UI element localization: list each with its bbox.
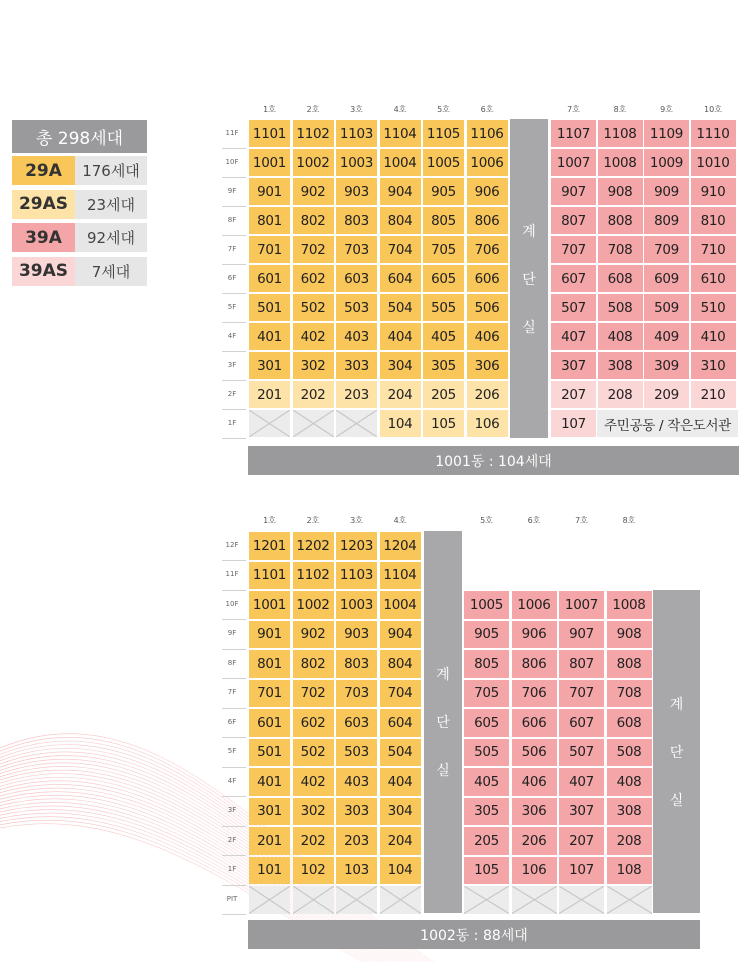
unit-cell: 903 [336, 621, 377, 649]
unit-cell: 210 [691, 381, 736, 408]
floor-label: 4F [227, 776, 237, 785]
unit-cell: 1003 [336, 149, 377, 176]
unit-cell: 502 [293, 294, 334, 321]
unit-column-header: 5호 [437, 105, 450, 114]
unit-cell: 1006 [467, 149, 508, 176]
unit-cell: 403 [336, 323, 377, 350]
unit-cell: 305 [423, 352, 464, 379]
unit-cell: 607 [559, 709, 604, 737]
unit-cell: 404 [380, 768, 421, 796]
unit-cell: 606 [467, 265, 508, 292]
unit-cell: 601 [249, 709, 290, 737]
floor-label: 10F [225, 599, 239, 608]
unit-column-header: 7호 [575, 516, 588, 525]
unit-cell: 209 [644, 381, 689, 408]
floor-divider [222, 914, 246, 915]
unit-cell: 306 [467, 352, 508, 379]
unit-cell: 1101 [249, 120, 290, 147]
floor-label: 9F [227, 629, 237, 638]
unit-cell: 708 [598, 236, 643, 263]
unit-cell: 908 [598, 178, 643, 205]
unit-cell: 1005 [423, 149, 464, 176]
unit-cell: 807 [559, 650, 604, 678]
unit-cell: 1002 [293, 149, 334, 176]
unit-cell: 804 [380, 207, 421, 234]
floor-label: 5F [227, 302, 237, 311]
unit-cell: 901 [249, 178, 290, 205]
unit-column-header: 5호 [480, 516, 493, 525]
legend-total-title: 총 298세대 [12, 120, 147, 153]
unit-cell: 306 [512, 798, 557, 826]
unit-cell: 1101 [249, 562, 290, 590]
unit-cell: 1107 [551, 120, 596, 147]
unit-cell: 804 [380, 650, 421, 678]
unit-cell: 201 [249, 827, 290, 855]
floor-divider [222, 293, 246, 294]
floor-label: 4F [227, 331, 237, 340]
floor-divider [222, 649, 246, 650]
stairwell-char: 단 [522, 271, 536, 288]
unit-cell: 1106 [467, 120, 508, 147]
unit-cell: 1004 [380, 149, 421, 176]
unit-cell: 705 [423, 236, 464, 263]
stairwell-char: 계 [522, 223, 536, 240]
unit-cell: 1007 [551, 149, 596, 176]
floor-divider [222, 767, 246, 768]
unit-cell: 805 [464, 650, 509, 678]
unit-cell: 1104 [380, 562, 421, 590]
unit-cell: 408 [607, 768, 652, 796]
unit-cell: 106 [512, 857, 557, 885]
empty-unit-cell [607, 886, 652, 914]
floor-label: 8F [227, 215, 237, 224]
unit-cell: 1202 [293, 532, 334, 560]
unit-cell: 204 [380, 381, 421, 408]
unit-cell: 902 [293, 178, 334, 205]
unit-column-header: 10호 [704, 105, 722, 114]
unit-cell: 104 [380, 857, 421, 885]
unit-cell: 702 [293, 680, 334, 708]
unit-cell: 801 [249, 207, 290, 234]
unit-column-header: 7호 [567, 105, 580, 114]
unit-cell: 105 [423, 410, 464, 437]
unit-cell: 1006 [512, 591, 557, 619]
floor-divider [222, 619, 246, 620]
floor-divider [222, 380, 246, 381]
unit-cell: 906 [467, 178, 508, 205]
floor-divider [222, 409, 246, 410]
unit-cell: 205 [464, 827, 509, 855]
unit-column-header: 1호 [263, 516, 276, 525]
unit-cell: 906 [512, 621, 557, 649]
unit-cell: 303 [336, 352, 377, 379]
legend-type-key: 29A [12, 156, 75, 185]
unit-cell: 907 [559, 621, 604, 649]
unit-cell: 705 [464, 680, 509, 708]
unit-cell: 308 [607, 798, 652, 826]
floor-label: 7F [227, 244, 237, 253]
legend-item [12, 223, 147, 252]
stairwell-1001 [510, 119, 548, 438]
floor-divider [222, 351, 246, 352]
unit-cell: 910 [691, 178, 736, 205]
unit-cell: 1004 [380, 591, 421, 619]
floor-label: 1F [227, 418, 237, 427]
unit-cell: 302 [293, 352, 334, 379]
unit-cell: 1203 [336, 532, 377, 560]
unit-cell: 408 [598, 323, 643, 350]
empty-unit-cell [559, 886, 604, 914]
unit-cell: 1007 [559, 591, 604, 619]
unit-cell: 304 [380, 352, 421, 379]
unit-cell: 605 [423, 265, 464, 292]
floor-label: 8F [227, 658, 237, 667]
empty-unit-cell [249, 410, 290, 437]
stairwell-1002-right [653, 590, 700, 913]
unit-cell: 706 [512, 680, 557, 708]
unit-cell: 206 [467, 381, 508, 408]
unit-cell: 103 [336, 857, 377, 885]
unit-cell: 305 [464, 798, 509, 826]
floor-divider [222, 885, 246, 886]
unit-cell: 607 [551, 265, 596, 292]
legend-type-key: 39A [12, 223, 75, 252]
unit-cell: 203 [336, 381, 377, 408]
unit-cell: 808 [607, 650, 652, 678]
unit-cell: 206 [512, 827, 557, 855]
floor-divider [222, 438, 246, 439]
unit-cell: 701 [249, 236, 290, 263]
unit-cell: 302 [293, 798, 334, 826]
unit-cell: 409 [644, 323, 689, 350]
unit-cell: 407 [559, 768, 604, 796]
unit-cell: 501 [249, 294, 290, 321]
unit-cell: 709 [644, 236, 689, 263]
unit-cell: 907 [551, 178, 596, 205]
floor-divider [222, 826, 246, 827]
unit-cell: 402 [293, 323, 334, 350]
unit-cell: 301 [249, 798, 290, 826]
unit-cell: 1001 [249, 591, 290, 619]
stairwell-1002-left [424, 531, 462, 913]
floor-divider [222, 235, 246, 236]
unit-cell: 101 [249, 857, 290, 885]
floor-label: 12F [225, 540, 239, 549]
empty-unit-cell [249, 886, 290, 914]
floor-label: 5F [227, 747, 237, 756]
unit-cell: 402 [293, 768, 334, 796]
unit-cell: 108 [607, 857, 652, 885]
stairwell-char: 계 [669, 696, 684, 713]
unit-cell: 506 [512, 739, 557, 767]
unit-cell: 904 [380, 178, 421, 205]
floor-divider [222, 855, 246, 856]
unit-cell: 406 [512, 768, 557, 796]
unit-column-header: 1호 [263, 105, 276, 114]
floor-label: 7F [227, 688, 237, 697]
unit-cell: 107 [559, 857, 604, 885]
unit-cell: 610 [691, 265, 736, 292]
unit-cell: 301 [249, 352, 290, 379]
empty-unit-cell [336, 410, 377, 437]
unit-cell: 507 [551, 294, 596, 321]
stairwell-char: 실 [669, 792, 684, 809]
stairwell-char: 계 [436, 667, 450, 683]
unit-cell: 704 [380, 236, 421, 263]
unit-cell: 1003 [336, 591, 377, 619]
floor-label: 6F [227, 273, 237, 282]
unit-cell: 107 [551, 410, 596, 437]
unit-cell: 307 [551, 352, 596, 379]
unit-cell: 905 [464, 621, 509, 649]
floor-divider [222, 177, 246, 178]
unit-cell: 105 [464, 857, 509, 885]
unit-cell: 1105 [423, 120, 464, 147]
legend-type-count: 23세대 [86, 195, 136, 214]
floor-label: 2F [227, 835, 237, 844]
floor-label: 3F [227, 806, 237, 815]
unit-cell: 901 [249, 621, 290, 649]
unit-cell: 808 [598, 207, 643, 234]
unit-cell: 602 [293, 265, 334, 292]
floor-divider [222, 148, 246, 149]
empty-unit-cell [293, 886, 334, 914]
unit-cell: 805 [423, 207, 464, 234]
unit-cell: 207 [559, 827, 604, 855]
unit-cell: 604 [380, 265, 421, 292]
floor-label: PIT [226, 894, 238, 903]
floor-label: 2F [227, 389, 237, 398]
unit-cell: 407 [551, 323, 596, 350]
unit-cell: 807 [551, 207, 596, 234]
unit-cell: 809 [644, 207, 689, 234]
stairwell-char: 단 [669, 744, 684, 761]
floor-divider [222, 590, 246, 591]
unit-cell: 504 [380, 294, 421, 321]
unit-cell: 802 [293, 207, 334, 234]
unit-column-header: 9호 [660, 105, 673, 114]
legend-item [12, 190, 147, 219]
unit-cell: 1201 [249, 532, 290, 560]
floor-divider [222, 264, 246, 265]
unit-cell: 410 [691, 323, 736, 350]
unit-cell: 510 [691, 294, 736, 321]
unit-cell: 304 [380, 798, 421, 826]
unit-column-header: 2호 [306, 516, 320, 525]
unit-cell: 1103 [336, 562, 377, 590]
unit-cell: 909 [644, 178, 689, 205]
empty-unit-cell [464, 886, 509, 914]
unit-cell: 707 [559, 680, 604, 708]
unit-cell: 505 [464, 739, 509, 767]
unit-cell: 1103 [336, 120, 377, 147]
unit-cell: 908 [607, 621, 652, 649]
unit-column-header: 6호 [527, 516, 541, 525]
unit-cell: 708 [607, 680, 652, 708]
unit-cell: 508 [607, 739, 652, 767]
unit-cell: 308 [598, 352, 643, 379]
unit-cell: 704 [380, 680, 421, 708]
unit-cell: 905 [423, 178, 464, 205]
unit-column-header: 3호 [350, 105, 363, 114]
unit-cell: 1005 [464, 591, 509, 619]
floor-divider [222, 737, 246, 738]
unit-cell: 802 [293, 650, 334, 678]
legend-type-key: 39AS [12, 257, 75, 286]
legend-type-count: 176세대 [82, 162, 140, 180]
stairwell-char: 실 [522, 319, 536, 336]
unit-cell: 403 [336, 768, 377, 796]
unit-cell: 608 [607, 709, 652, 737]
unit-column-header: 8호 [613, 105, 627, 114]
unit-cell: 207 [551, 381, 596, 408]
unit-cell: 106 [467, 410, 508, 437]
building-1001-label: 1001동 : 104세대 [248, 446, 739, 475]
unit-cell: 507 [559, 739, 604, 767]
building-1002-label: 1002동 : 88세대 [248, 920, 700, 949]
unit-cell: 902 [293, 621, 334, 649]
legend-item [12, 156, 147, 185]
floor-divider [222, 322, 246, 323]
empty-unit-cell [512, 886, 557, 914]
unit-cell: 603 [336, 709, 377, 737]
unit-cell: 309 [644, 352, 689, 379]
unit-cell: 1008 [598, 149, 643, 176]
unit-cell: 806 [467, 207, 508, 234]
unit-cell: 501 [249, 739, 290, 767]
unit-cell: 701 [249, 680, 290, 708]
floor-label: 11F [225, 570, 239, 579]
legend-type-count: 92세대 [86, 229, 136, 247]
unit-cell: 208 [598, 381, 643, 408]
unit-cell: 406 [467, 323, 508, 350]
unit-cell: 1001 [249, 149, 290, 176]
stairwell-char: 단 [436, 715, 450, 731]
unit-cell: 703 [336, 680, 377, 708]
unit-cell: 904 [380, 621, 421, 649]
empty-unit-cell [380, 886, 421, 914]
unit-column-header: 8호 [622, 516, 636, 525]
unit-cell: 401 [249, 323, 290, 350]
unit-cell: 303 [336, 798, 377, 826]
floor-divider [222, 708, 246, 709]
floor-divider [222, 560, 246, 561]
unit-cell: 1102 [293, 562, 334, 590]
unit-cell: 605 [464, 709, 509, 737]
unit-cell: 1204 [380, 532, 421, 560]
unit-column-header: 6호 [480, 105, 494, 114]
floor-divider [222, 796, 246, 797]
empty-unit-cell [336, 886, 377, 914]
floor-label: 3F [227, 360, 237, 369]
ground-floor-community-facility: 주민공동 / 작은도서관 [597, 410, 738, 437]
unit-cell: 503 [336, 739, 377, 767]
unit-cell: 803 [336, 207, 377, 234]
unit-cell: 505 [423, 294, 464, 321]
legend-item [12, 257, 147, 286]
floor-label: 9F [227, 186, 237, 195]
unit-column-header: 4호 [393, 516, 407, 525]
unit-cell: 903 [336, 178, 377, 205]
floor-label: 10F [225, 157, 239, 166]
unit-cell: 602 [293, 709, 334, 737]
unit-cell: 1102 [293, 120, 334, 147]
unit-cell: 509 [644, 294, 689, 321]
unit-column-header: 4호 [393, 105, 407, 114]
unit-cell: 1108 [598, 120, 643, 147]
unit-cell: 201 [249, 381, 290, 408]
unit-cell: 504 [380, 739, 421, 767]
unit-cell: 202 [293, 381, 334, 408]
unit-column-header: 3호 [350, 516, 363, 525]
unit-cell: 1002 [293, 591, 334, 619]
unit-cell: 609 [644, 265, 689, 292]
unit-cell: 608 [598, 265, 643, 292]
unit-cell: 401 [249, 768, 290, 796]
unit-cell: 202 [293, 827, 334, 855]
unit-cell: 806 [512, 650, 557, 678]
stairwell-char: 실 [436, 763, 450, 779]
legend-type-key: 29AS [12, 190, 75, 219]
unit-cell: 604 [380, 709, 421, 737]
unit-cell: 803 [336, 650, 377, 678]
unit-cell: 405 [464, 768, 509, 796]
legend-type-count: 7세대 [91, 262, 131, 281]
unit-cell: 1008 [607, 591, 652, 619]
unit-cell: 603 [336, 265, 377, 292]
unit-cell: 203 [336, 827, 377, 855]
unit-cell: 1109 [644, 120, 689, 147]
unit-cell: 508 [598, 294, 643, 321]
empty-unit-cell [293, 410, 334, 437]
unit-cell: 506 [467, 294, 508, 321]
unit-cell: 208 [607, 827, 652, 855]
unit-cell: 801 [249, 650, 290, 678]
unit-cell: 703 [336, 236, 377, 263]
unit-cell: 1110 [691, 120, 736, 147]
unit-cell: 502 [293, 739, 334, 767]
unit-cell: 706 [467, 236, 508, 263]
unit-column-header: 2호 [306, 105, 320, 114]
unit-cell: 1010 [691, 149, 736, 176]
floor-label: 1F [227, 865, 237, 874]
unit-cell: 702 [293, 236, 334, 263]
floor-divider [222, 678, 246, 679]
unit-cell: 810 [691, 207, 736, 234]
unit-cell: 1104 [380, 120, 421, 147]
unit-cell: 710 [691, 236, 736, 263]
unit-cell: 205 [423, 381, 464, 408]
unit-cell: 1009 [644, 149, 689, 176]
unit-cell: 204 [380, 827, 421, 855]
unit-cell: 707 [551, 236, 596, 263]
unit-cell: 503 [336, 294, 377, 321]
unit-cell: 606 [512, 709, 557, 737]
unit-cell: 102 [293, 857, 334, 885]
unit-cell: 104 [380, 410, 421, 437]
unit-cell: 307 [559, 798, 604, 826]
floor-label: 6F [227, 717, 237, 726]
unit-cell: 310 [691, 352, 736, 379]
unit-cell: 601 [249, 265, 290, 292]
unit-cell: 405 [423, 323, 464, 350]
floor-divider [222, 206, 246, 207]
unit-cell: 404 [380, 323, 421, 350]
floor-label: 11F [225, 128, 239, 137]
